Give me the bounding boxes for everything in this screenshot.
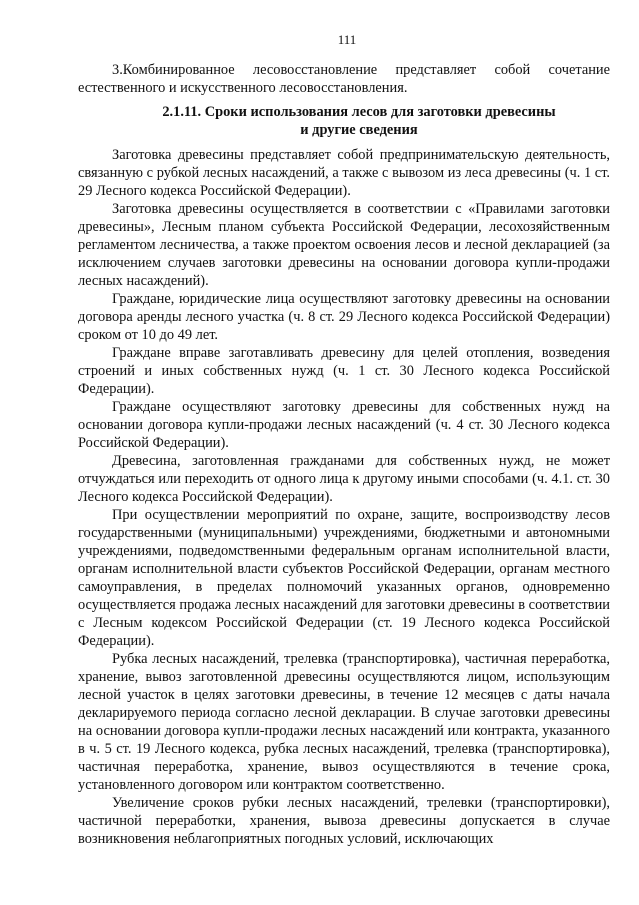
body-paragraph-5: Граждане осуществляют заготовку древесины для собственных нужд на основании договора купли-продажи лесных насаждений (ч. 4 ст. 30 Лесного кодекса Российской Федерации).	[78, 399, 610, 451]
body-paragraph-8: Рубка лесных насаждений, трелевка (транспортировка), частичная переработка, хранение, вывоз заготовленной древесины осуществляются лицом, использующим лесной участок в целях заготовки древесины, в течение 12 месяцев с даты начала декларируемого периода согласно лесной декларации. В случае заготовки древесины на основании договора купли-продажи лесных насаждений или контракта, указанного в ч. 5 ст. 19 Лесного кодекса, рубка лесных насаждений, трелевка (транспортировка), частичная переработка, хранение, вывоз осуществляются в течение срока, установленного договором или контрактом соответственно.	[78, 651, 610, 793]
body-paragraph-3: Граждане, юридические лица осуществляют заготовку древесины на основании договора аренды лесного участка (ч. 8 ст. 29 Лесного кодекса Российской Федерации) сроком от 10 до 49 лет.	[78, 291, 610, 343]
body-paragraph-9: Увеличение сроков рубки лесных насаждений, трелевки (транспортировки), частичной переработки, хранения, вывоза древесины допускается в случае возникновения неблагоприятных погодных условий, исключающих	[78, 795, 610, 847]
section-heading-line-1: 2.1.11. Сроки использования лесов для заготовки древесины	[162, 104, 556, 120]
body-paragraph-7: При осуществлении мероприятий по охране, защите, воспроизводству лесов государственными (муниципальными) учреждениями, бюджетными и автономными учреждениями, подведомственными федеральным органам исполнительной власти, органам исполнительной власти субъектов Российской Федерации, органам местного самоуправления, в пределах полномочий указанных органов, одновременно осуществляется продажа лесных насаждений для заготовки древесины в соответствии с Лесным кодексом Российской Федерации (ст. 19 Лесного кодекса Российской Федерации).	[78, 507, 610, 649]
intro-paragraph: 3.Комбинированное лесовосстановление представляет собой сочетание естественного и искусственного лесовосстановления.	[78, 62, 610, 96]
section-heading	[78, 103, 610, 139]
body-paragraph-6: Древесина, заготовленная гражданами для собственных нужд, не может отчуждаться или переходить от одного лица к другому иными способами (ч. 4.1. ст. 30 Лесного кодекса Российской Федерации).	[78, 453, 610, 505]
body-paragraph-4: Граждане вправе заготавливать древесину для целей отопления, возведения строений и иных собственных нужд (ч. 1 ст. 30 Лесного кодекса Российской Федерации).	[78, 345, 610, 397]
section-heading-line-2: и другие сведения	[300, 122, 418, 138]
page-number: 111	[337, 32, 357, 47]
document-page	[78, 32, 610, 848]
body-paragraph-2: Заготовка древесины осуществляется в соответствии с «Правилами заготовки древесины», Лесным планом субъекта Российской Федерации, лесохозяйственным регламентом лесничества, а также проектом освоения лесов и лесной декларацией (за исключением случаев заготовки древесины на основании договора купли-продажи лесных насаждений).	[78, 201, 610, 289]
body-paragraph-1: Заготовка древесины представляет собой предпринимательскую деятельность, связанную с рубкой лесных насаждений, а также с вывозом из леса древесины (ч. 1 ст. 29 Лесного кодекса Российской Федерации).	[78, 147, 610, 199]
